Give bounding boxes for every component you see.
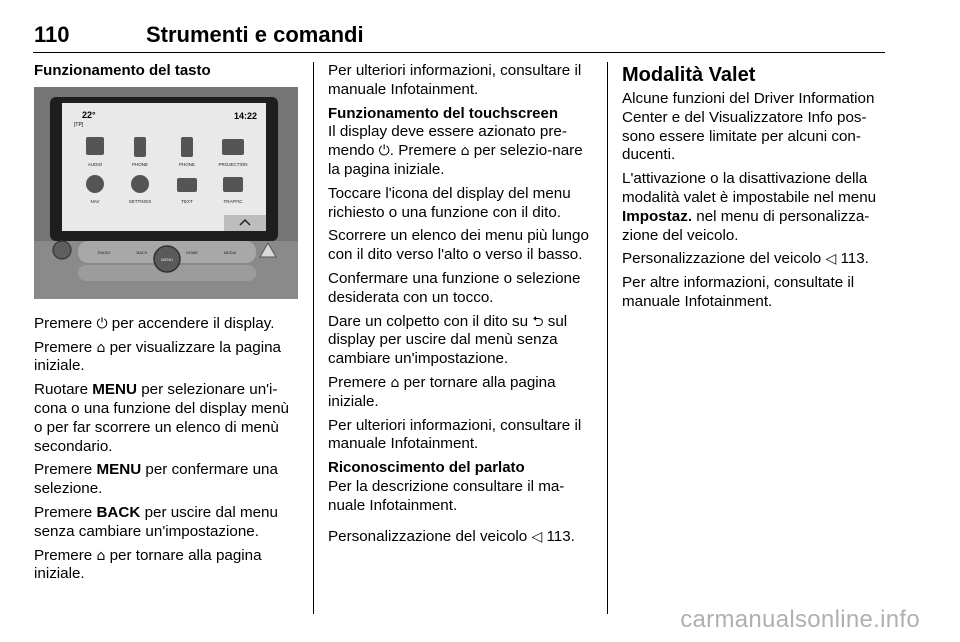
power-icon: ⏻ xyxy=(378,143,390,160)
paragraph: Per la descrizione consultare il ma-nuale Infotainment. xyxy=(328,477,565,514)
app-label: NAV xyxy=(90,198,100,204)
back-arrow-icon: ⮌ xyxy=(532,313,544,330)
screen-temp: 22° xyxy=(82,109,96,120)
app-label: SETTINGS xyxy=(128,198,152,204)
audio-icon xyxy=(86,137,104,155)
app-label: TEXT xyxy=(181,198,193,204)
paragraph: L'attivazione o la disattivazione della modalità valet è impostabile nel menu Impostaz. nel menu di personalizza-zione del veicolo. xyxy=(622,170,877,244)
section-heading-valet: Modalità Valet xyxy=(622,64,756,86)
media-button-label: MEDIA xyxy=(223,249,237,255)
column-2 xyxy=(328,62,596,551)
radio-button-label: RADIO xyxy=(97,249,111,255)
projection-icon xyxy=(222,139,244,155)
app-label: PHONE xyxy=(131,161,149,167)
app-label: AUDIO xyxy=(87,161,103,167)
paragraph: Alcune funzioni del Driver Information Center e del Visualizzatore Info pos-sono essere limitate per alcuni con-ducenti. xyxy=(622,90,875,164)
menu-knob-label: MENU xyxy=(161,256,173,262)
section-title-button-operation: Funzionamento del tasto xyxy=(34,62,211,79)
screen-time: 14:22 xyxy=(234,110,258,121)
column-3 xyxy=(622,62,888,317)
paragraph: Premere MENU per confermare una selezione. xyxy=(34,461,278,498)
screen-tp: [TP] xyxy=(74,121,84,128)
page-number: 110 xyxy=(34,22,70,47)
home-icon: ⌂ xyxy=(390,374,400,391)
app-label: PROJECTION xyxy=(218,161,248,167)
chapter-title: Strumenti e comandi xyxy=(146,22,364,47)
paragraph: Ruotare MENU per selezionare un'i-cona o una funzione del display menù o per far scorrere un elenco di menù secondario. xyxy=(34,381,289,455)
app-label: PHONE xyxy=(178,161,196,167)
nav-icon xyxy=(86,175,104,193)
app-label: TRAFFIC xyxy=(223,198,243,204)
back-button-label: BACK xyxy=(136,249,148,255)
page-reference-icon: ◁ xyxy=(825,251,837,268)
home-icon: ⌂ xyxy=(96,339,106,356)
paragraph: Dare un colpetto con il dito su ⮌ sul display per uscire dal menù senza cambiare un'impostazione. xyxy=(328,312,568,368)
paragraph: Il display deve essere azionato pre-mendo ⏻. Premere ⌂ per selezio-nare la pagina iniziale. xyxy=(328,123,583,178)
page-reference-icon: ◁ xyxy=(531,528,543,545)
home-icon: ⌂ xyxy=(460,143,470,160)
cross-reference: Personalizzazione del veicolo ◁ 113. xyxy=(328,527,575,545)
infotainment-photo xyxy=(34,87,298,299)
settings-icon xyxy=(131,175,149,193)
paragraph: Per ulteriori informazioni, consultare il manuale Infotainment. xyxy=(328,416,582,453)
traffic-icon xyxy=(223,177,243,192)
cross-reference: Personalizzazione del veicolo ◁ 113. xyxy=(622,250,869,268)
column-divider-1 xyxy=(313,62,314,614)
paragraph: Premere BACK per uscire dal menu senza cambiare un'impostazione. xyxy=(34,503,278,540)
column-divider-2 xyxy=(607,62,608,614)
phone-icon xyxy=(134,137,146,157)
paragraph: Scorrere un elenco dei menu più lungo con il dito verso l'alto o verso il basso. xyxy=(328,227,589,264)
phone-icon xyxy=(181,137,193,157)
page-header xyxy=(33,22,885,53)
paragraph: Toccare l'icona del display del menu richiesto o una funzione con il dito. xyxy=(328,184,571,221)
column-1 xyxy=(34,62,298,589)
power-knob xyxy=(53,241,71,259)
paragraph: Confermare una funzione o selezione desiderata con un tocco. xyxy=(328,269,581,306)
subheading-speech-recognition: Riconoscimento del parlato xyxy=(328,459,525,477)
paragraph: Per ulteriori informazioni, consultare il manuale Infotainment. xyxy=(328,62,582,98)
paragraph: Premere ⌂ per tornare alla pagina iniziale. xyxy=(34,546,262,583)
home-button-label: HOME xyxy=(186,249,198,255)
power-icon: ⏻ xyxy=(96,315,108,332)
paragraph: Premere ⌂ per tornare alla pagina iniziale. xyxy=(328,373,556,410)
subheading-touchscreen: Funzionamento del touchscreen xyxy=(328,104,559,122)
paragraph: Premere ⏻ per accendere il display. xyxy=(34,314,275,332)
paragraph: Premere ⌂ per visualizzare la pagina iniziale. xyxy=(34,338,281,375)
watermark: carmanualsonline.info xyxy=(680,606,920,633)
home-icon: ⌂ xyxy=(96,547,106,564)
text-icon xyxy=(177,178,197,192)
paragraph: Per altre informazioni, consultate il manuale Infotainment. xyxy=(622,274,855,310)
